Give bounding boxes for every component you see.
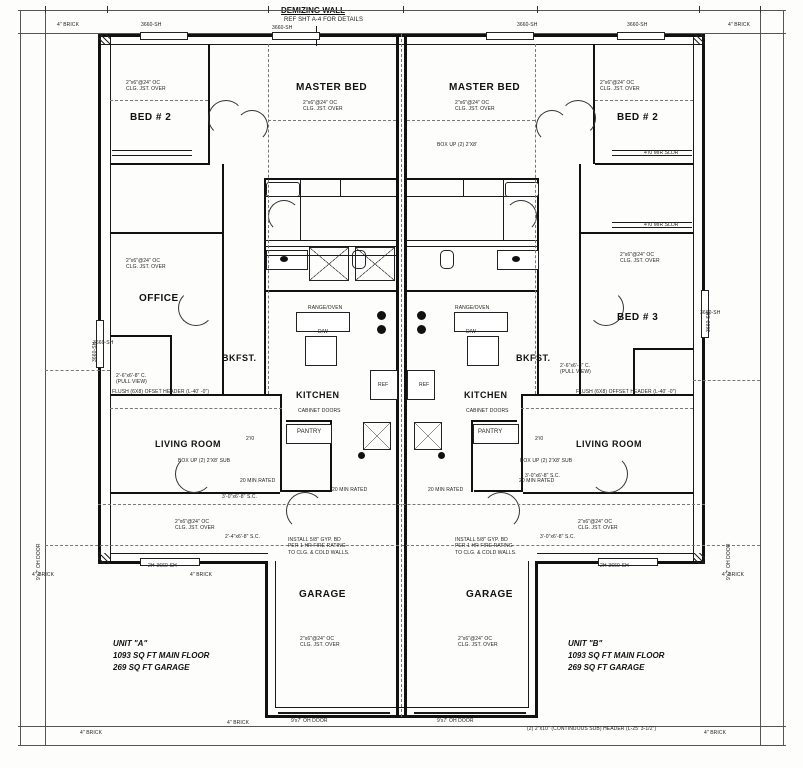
- annotation-note-0: 2"x6"@24" OC CLG. JST. OVER: [126, 80, 166, 93]
- brick-label-right-vert: 9'x7' OH DOOR: [726, 543, 732, 580]
- burner-left-b: [377, 325, 386, 334]
- window-label-left-vert: 3660-SH: [92, 341, 98, 362]
- dim-line-right-inner: [760, 10, 761, 746]
- window-label-right-vert: 3660-SH: [706, 311, 712, 332]
- annotation-note-56: 3660-SH: [93, 340, 114, 346]
- annotation-note-38: 4'/0 MIR SLDR: [644, 150, 679, 156]
- annotation-note-48: 4" BRICK: [32, 572, 55, 578]
- garage-wall-left: [265, 561, 268, 717]
- range-counter-right: [454, 312, 508, 332]
- room-label-pantry-right: PANTRY: [478, 429, 503, 435]
- closet-slider-left-1b: [112, 155, 192, 156]
- room-label-bed2-left: BED # 2: [130, 112, 172, 123]
- room-label-pantry-left: PANTRY: [297, 429, 322, 435]
- wall-left-pantry-top: [286, 420, 332, 422]
- room-label-garage-left: GARAGE: [299, 589, 346, 600]
- brick-pier-tl: [98, 34, 110, 44]
- ref-dash-10: [45, 545, 760, 546]
- annotation-note-28: 2'-6"x6'-8" C. (PULL VIEW): [560, 363, 591, 376]
- room-label-office-left: OFFICE: [139, 293, 179, 304]
- wall-right-bed2-master: [593, 44, 595, 164]
- annotation-note-5: 2"x6"@24" OC CLG. JST. OVER: [620, 252, 660, 265]
- room-label-living-right: LIVING ROOM: [576, 439, 642, 449]
- annotation-note-52: 4" BRICK: [227, 720, 250, 726]
- annotation-note-36: 9'x7' OH DOOR: [291, 718, 328, 724]
- dim-line-left-inner: [45, 10, 46, 746]
- annotation-note-42: 3660-SH: [141, 22, 162, 28]
- demizing-wall-centerline: [401, 34, 402, 717]
- door-swing-master-right: [536, 110, 568, 142]
- garage-inner-right: [528, 561, 529, 708]
- stair-x-left: [309, 247, 349, 281]
- bath-div-left2: [340, 180, 341, 196]
- wall-right-pantry-top: [471, 420, 517, 422]
- wall-left-master-bottom: [264, 178, 396, 180]
- annotation-note-15: D/W: [318, 329, 329, 335]
- annotation-note-55: 2H-3660-SH: [600, 563, 629, 569]
- annotation-note-23: 20 MIN RATED: [519, 478, 555, 484]
- annotation-note-41: 2'/0: [535, 436, 544, 442]
- annotation-note-47: 4" BRICK: [728, 22, 751, 28]
- wall-right-bath-bottom: [407, 290, 539, 292]
- sink-right: [512, 256, 520, 262]
- brick-pier-bl: [98, 553, 110, 564]
- wall-inner-face-right: [693, 37, 694, 561]
- wall-left-office-side: [170, 335, 172, 395]
- demizing-wall-subtitle: REF SHT A-4 FOR DETAILS: [284, 17, 364, 23]
- door-swing-garage-left: [286, 492, 324, 530]
- room-label-bkfst-left: BKFST.: [222, 353, 257, 363]
- door-swing-bath-left: [268, 200, 300, 232]
- ref-dash-7: [45, 370, 110, 371]
- ref-dash-5: [110, 408, 282, 409]
- bath-div-right: [503, 180, 504, 240]
- ref-dash-8: [693, 380, 760, 381]
- annotation-note-54: 2H-3660-SH: [148, 563, 177, 569]
- door-swing-master-left: [236, 110, 268, 142]
- annotation-note-8: 2"x6"@24" OC CLG. JST. OVER: [300, 636, 340, 649]
- door-swing-bath-right: [505, 200, 537, 232]
- annotation-note-17: REF: [378, 382, 389, 388]
- bath-line-right-2: [407, 240, 539, 241]
- unit-a-block: [113, 638, 209, 674]
- unit-b-name: UNIT "B": [568, 639, 603, 648]
- room-label-bkfst-right: BKFST.: [516, 353, 551, 363]
- annotation-note-46: 4" BRICK: [57, 22, 80, 28]
- window-top-2: [272, 32, 320, 40]
- dim-line-bottom-inner: [18, 726, 786, 727]
- ref-dash-4: [407, 120, 535, 121]
- annotation-note-19: CABINET DOORS: [298, 408, 341, 414]
- annotation-note-31: 3'-0"x6'-8" S.C.: [540, 534, 576, 540]
- unit-a-garage: 269 SQ FT GARAGE: [113, 663, 190, 672]
- annotation-note-34: FLUSH (6X8) OFFSET HEADER (L-40' -0"): [576, 389, 677, 395]
- annotation-note-14: RANGE/OVEN: [455, 305, 490, 311]
- room-label-bed2-right: BED # 2: [617, 112, 659, 123]
- dim-tick: [268, 6, 269, 13]
- wall-left-office-top: [110, 232, 222, 234]
- room-label-master-left: MASTER BED: [296, 82, 368, 93]
- dim-tick: [699, 6, 700, 13]
- dim-tick: [760, 6, 761, 13]
- column-right: [438, 452, 445, 459]
- dim-line-left-outer: [20, 10, 21, 746]
- wall-inner-face-left: [110, 37, 111, 561]
- unit-a-main-floor: 1093 SQ FT MAIN FLOOR: [113, 651, 210, 660]
- brick-pier-tr: [693, 34, 705, 44]
- dim-line-right-outer: [783, 10, 784, 746]
- garage-inner-left: [275, 561, 276, 708]
- annotation-note-6: 2"x6"@24" OC CLG. JST. OVER: [175, 519, 215, 532]
- wall-right-bed3-bottom: [633, 348, 693, 350]
- burner-right-a: [417, 311, 426, 320]
- door-swing-garage-right: [482, 492, 520, 530]
- dim-line-bottom-outer: [18, 745, 786, 746]
- annotation-note-35: (2) 2"x10" (CONTINUOUS SUB) HEADER (L-25' 3-1/2"): [527, 726, 657, 732]
- annotation-note-25: INSTALL 5/8" GYP. BD PER 1 HR FIRE RATING TO CLG. & COLD WALLS.: [288, 537, 350, 556]
- ref-dash-6: [521, 408, 693, 409]
- burner-right-b: [417, 325, 426, 334]
- annotation-note-40: 2'/0: [246, 436, 255, 442]
- bath-line-left-2: [264, 240, 396, 241]
- annotation-note-10: BOX UP (2) 2'X8': [437, 142, 478, 148]
- garage-door-left: [278, 712, 390, 714]
- toilet-right: [440, 250, 454, 269]
- annotation-note-27: 2'-6"x6'-8" C. (PULL VIEW): [116, 373, 147, 386]
- wall-left-bath-bottom: [264, 290, 396, 292]
- ref-dash-3: [268, 120, 396, 121]
- annotation-note-39: 4'/0 MIR SLDR: [644, 222, 679, 228]
- ref-dashv-1: [268, 44, 269, 394]
- annotation-note-3: 2"x6"@24" OC CLG. JST. OVER: [600, 80, 640, 93]
- wall-left-bed2-master: [208, 44, 210, 164]
- column-left: [358, 452, 365, 459]
- wall-right-bed3-top: [581, 232, 693, 234]
- unit-a-name: UNIT "A": [113, 639, 148, 648]
- bath-div-left: [300, 180, 301, 240]
- room-label-kitchen-left: KITCHEN: [296, 390, 340, 400]
- burner-left-a: [377, 311, 386, 320]
- closet-slider-left-1: [112, 150, 192, 151]
- bath-div-right2: [463, 180, 464, 196]
- annotation-note-1: 2"x6"@24" OC CLG. JST. OVER: [303, 100, 343, 113]
- garage-door-right: [414, 712, 526, 714]
- wall-left-kitchen-vertical: [264, 180, 266, 394]
- wall-right-hall-vertical: [579, 164, 581, 394]
- sink-base-right: [467, 336, 499, 366]
- window-top-4: [617, 32, 665, 40]
- sink-base-left: [305, 336, 337, 366]
- annotation-note-24: 20 MIN RATED: [240, 478, 276, 484]
- water-heater-right: [414, 422, 442, 450]
- garage-wall-right: [535, 561, 538, 717]
- brick-pier-br: [693, 553, 705, 564]
- bathtub-right: [505, 182, 539, 197]
- annotation-note-57: 3660-SH: [700, 310, 721, 316]
- annotation-note-11: BOX UP (2) 2'X8' SUB: [178, 458, 231, 464]
- dim-tick: [107, 6, 108, 13]
- annotation-note-16: D/W: [466, 329, 477, 335]
- unit-b-main-floor: 1093 SQ FT MAIN FLOOR: [568, 651, 665, 660]
- window-top-1: [140, 32, 188, 40]
- water-heater-left: [363, 422, 391, 450]
- annotation-note-51: 4" BRICK: [80, 730, 103, 736]
- room-label-bed3-right: BED # 3: [617, 312, 659, 323]
- room-label-garage-right: GARAGE: [466, 589, 513, 600]
- room-label-master-right: MASTER BED: [449, 82, 521, 93]
- wall-inner-face-leftstep: [110, 553, 268, 554]
- dim-tick: [537, 6, 538, 13]
- annotation-note-4: 2"x6"@24" OC CLG. JST. OVER: [126, 258, 166, 271]
- dim-tick: [45, 6, 46, 13]
- bath-line-right-3: [407, 246, 539, 247]
- wall-left-bed2-bottom: [110, 163, 210, 165]
- annotation-note-2: 2"x6"@24" OC CLG. JST. OVER: [455, 100, 495, 113]
- ref-dash-2: [595, 100, 693, 101]
- dim-line-top-outer: [18, 10, 786, 11]
- unit-b-garage: 269 SQ FT GARAGE: [568, 663, 645, 672]
- wall-right-bed2-bottom: [595, 163, 693, 165]
- exterior-wall-left-upper: [98, 34, 101, 564]
- door-swing-living-right: [590, 455, 628, 493]
- annotation-note-43: 3660-SH: [272, 25, 293, 31]
- ref-dash-1: [110, 100, 208, 101]
- unit-b-block: [568, 638, 664, 674]
- annotation-note-29: 3'-0"x6'-8" S.C.: [222, 494, 258, 500]
- annotation-note-13: RANGE/OVEN: [308, 305, 343, 311]
- wall-right-master-bottom: [407, 178, 539, 180]
- brick-label-left-vert: 9'x7' OH DOOR: [36, 543, 42, 580]
- annotation-note-44: 3660-SH: [517, 22, 538, 28]
- ref-dashv-2: [535, 44, 536, 394]
- annotation-note-33: FLUSH (6X8) OFSET HEADER (L-40' -0"): [112, 389, 210, 395]
- annotation-note-22: 20 MIN RATED: [428, 487, 464, 493]
- window-top-3: [486, 32, 534, 40]
- stair-x-left2: [355, 247, 395, 281]
- annotation-note-32: 2'-4"x6'-8" S.C.: [225, 534, 261, 540]
- room-label-kitchen-right: KITCHEN: [464, 390, 508, 400]
- garage-inner-bottom: [275, 707, 529, 708]
- annotation-note-21: 20 MIN RATED: [332, 487, 368, 493]
- annotation-note-26: INSTALL 5/8" GYP. BD PER 1 HR FIRE RATING TO CLG. & COLD WALLS.: [455, 537, 517, 556]
- dim-tick: [403, 6, 404, 13]
- annotation-note-45: 3660-SH: [627, 22, 648, 28]
- sink-left: [280, 256, 288, 262]
- wall-left-office-bottom: [110, 335, 170, 337]
- room-label-living-left: LIVING ROOM: [155, 439, 221, 449]
- annotation-note-12: BOX UP (2) 2'X8' SUB: [520, 458, 573, 464]
- annotation-note-37: 9'x7' OH DOOR: [437, 718, 474, 724]
- annotation-note-20: CABINET DOORS: [466, 408, 509, 414]
- ref-dash-9: [98, 504, 705, 505]
- wall-inner-face-rightstep: [537, 553, 694, 554]
- annotation-note-53: 4" BRICK: [704, 730, 727, 736]
- annotation-note-49: 4" BRICK: [722, 572, 745, 578]
- wall-right-bed3-side: [633, 348, 635, 394]
- annotation-note-18: REF: [419, 382, 430, 388]
- annotation-note-50: 4" BRICK: [190, 572, 213, 578]
- annotation-note-9: 2"x6"@24" OC CLG. JST. OVER: [458, 636, 498, 649]
- annotation-note-30: 3'-0"x6'-8" S.C.: [525, 473, 561, 479]
- annotation-note-7: 2"x6"@24" OC CLG. JST. OVER: [578, 519, 618, 532]
- door-swing-office-left: [178, 290, 214, 326]
- bathtub-left: [266, 182, 300, 197]
